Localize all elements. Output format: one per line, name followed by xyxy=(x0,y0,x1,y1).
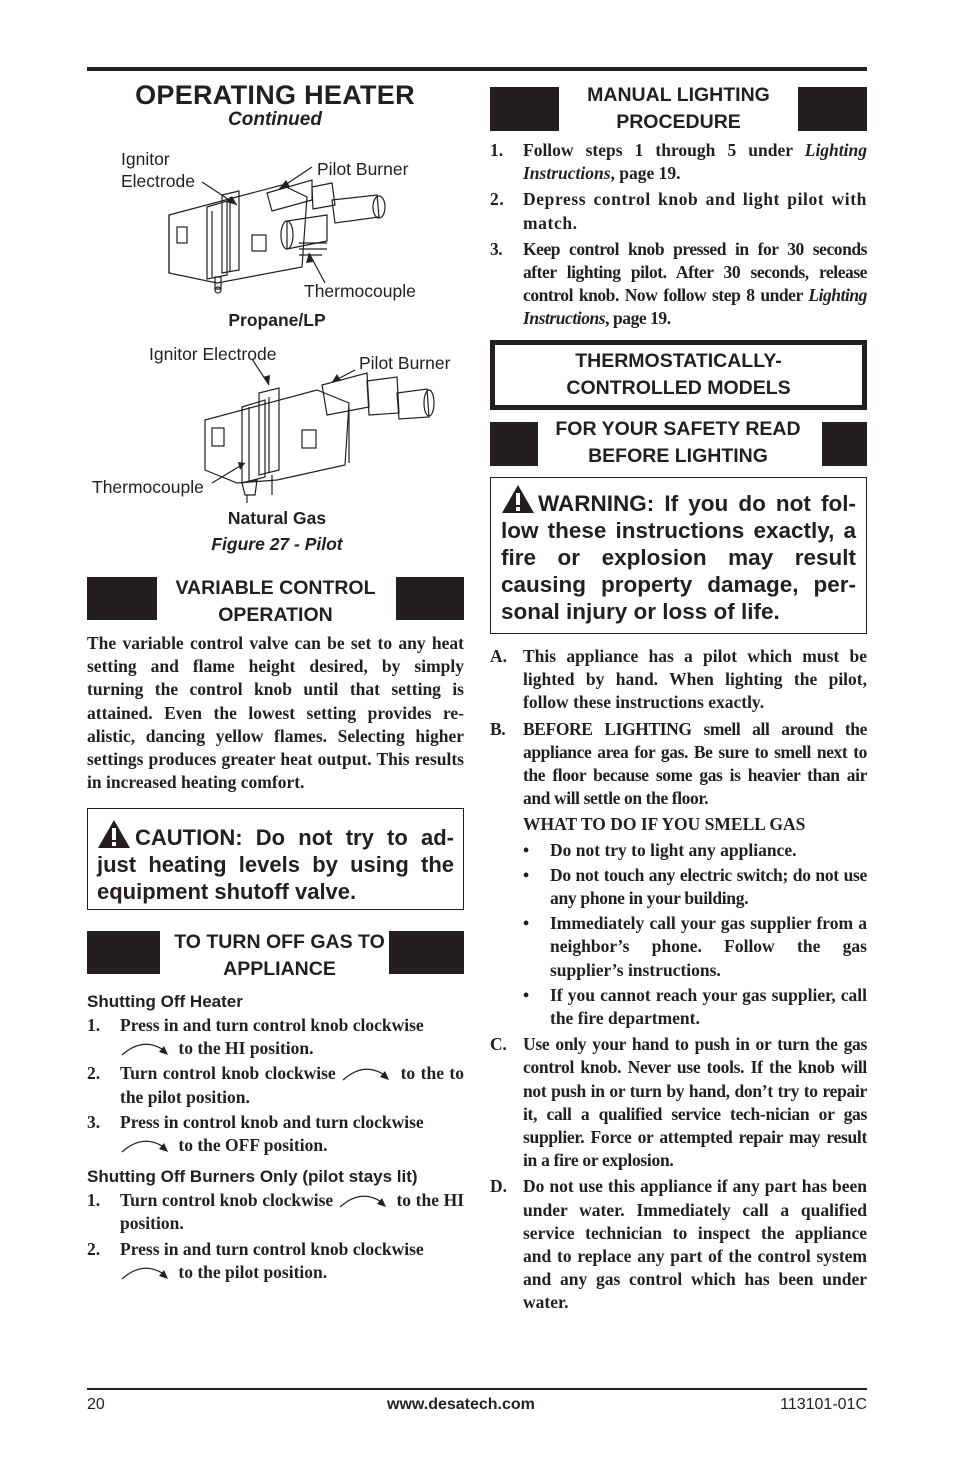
smell-gas-heading: WHAT TO DO IF YOU SMELL GAS xyxy=(523,814,806,835)
clockwise-arrow-icon xyxy=(338,1191,392,1209)
heading-bar-right xyxy=(396,577,464,620)
safety-heading xyxy=(490,416,867,468)
ignitor-label-propane: Ignitor Electrode xyxy=(121,149,195,191)
pilot-label-propane: Pilot Burner xyxy=(317,159,409,179)
smell-gas-bullet: • If you cannot reach your gas supplier, call the fire department. xyxy=(523,984,867,1029)
smell-gas-bullet: • Do not touch any electric switch; do not use any phone in your building. xyxy=(523,864,867,909)
shutoff-step: 1. Press in and turn control knob clockwise to the HI position. xyxy=(87,1015,424,1059)
heading-bar-left xyxy=(490,422,538,466)
manual-step: 3. Keep control knob pressed in for 30 seconds after lighting pilot. After 30 seconds, release control knob. Now follow step 8 under Lighting Instructions, page 19. xyxy=(490,238,867,329)
warning-triangle-icon xyxy=(501,484,535,514)
heading-bar-right xyxy=(798,87,867,131)
safety-heading-text: FOR YOUR SAFETY READ BEFORE LIGHTING xyxy=(555,418,801,467)
footer-url[interactable]: www.desatech.com xyxy=(387,1396,535,1413)
heading-bar-right xyxy=(389,931,464,974)
top-rule xyxy=(87,67,867,71)
figure-pilot xyxy=(87,145,464,560)
caution-text: CAUTION: Do not try to ad-just heating levels by using the equipment shutoff valve. xyxy=(97,825,454,904)
turn-off-heading-text: TO TURN OFF GAS TO APPLIANCE xyxy=(174,931,385,980)
page-subtitle: Continued xyxy=(228,109,322,130)
clockwise-arrow-icon xyxy=(120,1039,174,1057)
subheading-shutting-off-burners: Shutting Off Burners Only (pilot stays lit) xyxy=(87,1167,418,1187)
heading-bar-left xyxy=(490,87,559,131)
manual-lighting-heading xyxy=(490,82,867,134)
clockwise-arrow-icon xyxy=(120,1136,174,1154)
page-title: OPERATING HEATER xyxy=(135,80,415,110)
subheading-shutting-off-heater: Shutting Off Heater xyxy=(87,992,243,1011)
burner-step: 1. Turn control knob clockwise to the HI position. xyxy=(87,1190,465,1234)
heading-bar-right xyxy=(822,422,867,466)
manual-step: 2. Depress control knob and light pilot with match. xyxy=(490,189,867,233)
manual-lighting-steps xyxy=(490,139,867,331)
clockwise-arrow-icon xyxy=(341,1064,395,1082)
page-header xyxy=(125,80,425,131)
pilot-label-natural: Pilot Burner xyxy=(359,353,451,373)
warning-text: WARNING: If you do not fol-low these instructions exactly, a fire or explosion may result causing property damage, per-sonal injury or loss of life. xyxy=(501,491,856,624)
heading-bar-left xyxy=(87,931,160,974)
safety-item-c: C. Use only your hand to push in or turn the gas control knob. Never use tools. If the knob will not push in or turn by hand, don’t try to repair it, call a qualified service tech-nician or gas supplier. Force or attempted repair may result in a fire or explosion. xyxy=(490,1034,867,1171)
thermostatic-heading-box xyxy=(490,340,867,410)
variable-control-paragraph: The variable control valve can be set to any heat setting and flame height desired, by simply turning the control knob until that setting is attained. Even the lowest setting provides re-alistic, dancing yellow flames. Selecting higher settings produces greater heat output. This results in increased heating comfort. xyxy=(87,633,464,793)
shutoff-step: 3. Press in control knob and turn clockwise to the OFF position. xyxy=(87,1111,424,1156)
burner-step: 2. Press in and turn control knob clockwise to the pilot position. xyxy=(87,1238,424,1282)
safety-items xyxy=(490,645,867,1315)
warning-triangle-icon xyxy=(97,819,131,849)
document-code: 113101-01C xyxy=(780,1396,867,1413)
heading-bar-left xyxy=(87,577,157,620)
thermocouple-label-natural: Thermocouple xyxy=(92,477,204,497)
shutoff-step: 2. Turn control knob clockwise to the to the pilot position. xyxy=(87,1063,464,1107)
safety-item-b: B. BEFORE LIGHTING smell all around the appliance area for gas. Be sure to smell next to the floor because some gas is heavier than air and will settle on the floor. xyxy=(490,718,867,809)
page-number: 20 xyxy=(87,1396,105,1413)
thermostatic-heading-text: THERMOSTATICALLY-CONTROLLED MODELS xyxy=(566,350,791,399)
caption-propane: Propane/LP xyxy=(228,310,326,330)
turn-off-gas-heading xyxy=(87,929,464,980)
shutting-off-heater xyxy=(87,992,464,1284)
caution-box xyxy=(87,808,464,910)
safety-item-d: D. Do not use this appliance if any part has been under water. Immediately call a qualified service technician to inspect the appliance and to replace any part of the control system and any gas control which has been under water. xyxy=(490,1176,867,1313)
footer-rule xyxy=(87,1388,867,1390)
clockwise-arrow-icon xyxy=(120,1263,174,1281)
warning-box xyxy=(490,477,867,634)
manual-heading-text: MANUAL LIGHTING PROCEDURE xyxy=(587,84,770,133)
caption-natural: Natural Gas xyxy=(227,508,327,528)
safety-item-a: A. This appliance has a pilot which must be lighted by hand. When lighting the pilot, follow these instructions exactly. xyxy=(490,646,867,713)
manual-step: 1. Follow steps 1 through 5 under Lighting Instructions, page 19. xyxy=(490,140,867,184)
ignitor-label-natural: Ignitor Electrode xyxy=(149,344,277,364)
smell-gas-bullet: • Do not try to light any appliance. xyxy=(523,839,797,860)
smell-gas-bullet: • Immediately call your gas supplier from a neighbor’s phone. Follow the gas supplier’s instructions. xyxy=(523,913,867,980)
variable-heading-text: VARIABLE CONTROL OPERATION xyxy=(175,577,376,626)
thermocouple-label-propane: Thermocouple xyxy=(304,281,416,301)
figure-caption: Figure 27 - Pilot xyxy=(211,534,343,554)
variable-control-heading xyxy=(87,575,464,626)
